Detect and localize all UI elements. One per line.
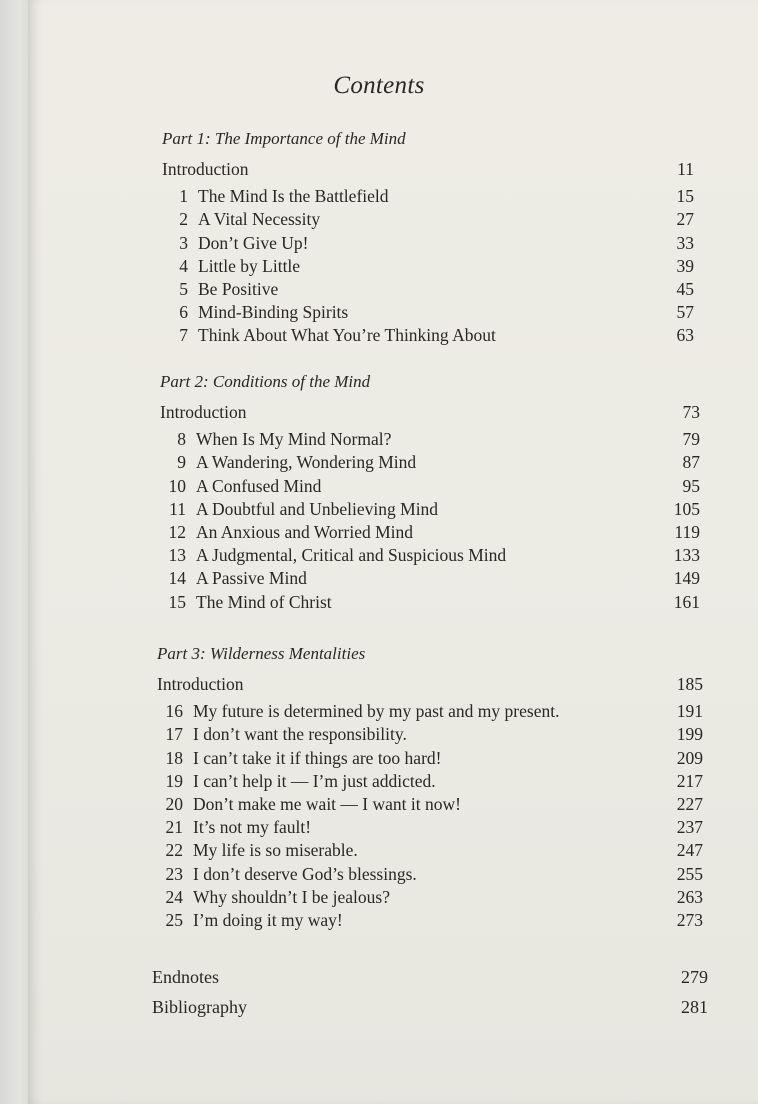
chapter-number: 22 [165,840,183,861]
chapter-title: Why shouldn’t I be jealous? [193,886,390,907]
chapter-number: 6 [179,302,188,323]
chapter-title: My life is so miserable. [193,840,358,861]
chapter-list [160,428,700,614]
chapter-title: Don’t make me wait — I want it now! [193,794,461,815]
page-number: 45 [676,279,694,300]
chapter-title: A Confused Mind [196,475,322,496]
chapter-number: 15 [168,591,186,612]
chapter-number: 4 [179,255,188,276]
chapter-title: Be Positive [198,279,279,300]
page-number: 11 [677,159,694,179]
chapter-title: I’m doing it my way! [193,910,343,931]
chapter-title: I can’t take it if things are too hard! [193,747,442,768]
chapter-row [162,301,694,324]
chapter-row [160,498,700,521]
chapter-number: 18 [165,747,183,768]
page-number: 95 [682,475,700,496]
part-heading: Part 1: The Importance of the Mind [162,129,406,148]
chapter-row [157,770,703,793]
chapter-row [162,185,694,208]
intro-label: Introduction [162,159,249,179]
chapter-number: 21 [165,817,183,838]
page-number: 279 [681,967,708,987]
page-number: 79 [682,429,700,450]
intro-row [162,158,694,181]
chapter-list [157,700,703,932]
part-1-section [162,129,694,348]
chapter-number: 2 [179,209,188,230]
chapter-title: The Mind of Christ [196,591,332,612]
endmatter-section [152,962,708,1022]
page-number: 209 [676,747,703,768]
intro-row [157,673,703,696]
endmatter-label: Bibliography [152,997,247,1017]
chapter-title: I can’t help it — I’m just addicted. [193,770,436,791]
chapter-number: 1 [179,186,188,207]
chapter-number: 13 [168,545,186,566]
chapter-title: My future is determined by my past and my present. [193,701,560,722]
intro-row [160,401,700,424]
chapter-number: 25 [165,910,183,931]
chapter-row [162,255,694,278]
page-number: 149 [673,568,700,589]
chapter-row [162,324,694,347]
chapter-title: A Judgmental, Critical and Suspicious Mind [196,545,507,566]
chapter-number: 14 [168,568,186,589]
chapter-title: It’s not my fault! [193,817,312,838]
chapter-row [160,475,700,498]
chapter-title: Think About What You’re Thinking About [198,325,496,346]
chapter-title: A Vital Necessity [198,209,321,230]
page-number: 247 [676,840,703,861]
chapter-row [157,793,703,816]
page-number: 133 [673,545,700,566]
chapter-title: I don’t want the responsibility. [193,724,407,745]
chapter-number: 23 [165,863,183,884]
chapter-number: 17 [165,724,183,745]
chapter-row [160,567,700,590]
page-number: 39 [676,255,694,276]
page-number: 57 [676,302,694,323]
part-2-section [160,372,700,614]
chapter-row [157,816,703,839]
chapter-row [160,591,700,614]
chapter-row [162,232,694,255]
page-number: 281 [681,997,708,1017]
page-number: 255 [676,863,703,884]
page-number: 237 [676,817,703,838]
chapter-row [162,208,694,231]
chapter-number: 3 [179,232,188,253]
page-number: 63 [676,325,694,346]
chapter-number: 9 [177,452,186,473]
chapter-number: 16 [165,701,183,722]
chapter-row [157,909,703,932]
page-title: Contents [333,72,425,99]
endnotes-row [152,962,708,992]
page-number: 227 [676,794,703,815]
chapter-row [162,278,694,301]
chapter-number: 10 [168,475,186,496]
page-number: 73 [682,402,700,422]
page-number: 185 [676,674,703,694]
page-number: 33 [676,232,694,253]
page-number: 273 [676,910,703,931]
chapter-row [157,700,703,723]
chapter-row [160,544,700,567]
chapter-row [157,747,703,770]
page-number: 191 [676,701,703,722]
part-heading: Part 3: Wilderness Mentalities [157,644,366,663]
chapter-number: 24 [165,886,183,907]
page-number: 27 [676,209,694,230]
page-number: 15 [676,186,694,207]
chapter-row [160,521,700,544]
chapter-number: 20 [165,794,183,815]
page-number: 105 [673,498,700,519]
page-number: 263 [676,886,703,907]
chapter-number: 11 [169,498,186,519]
chapter-row [157,863,703,886]
chapter-number: 19 [165,770,183,791]
chapter-row [160,451,700,474]
part-3-section [157,644,703,932]
chapter-title: The Mind Is the Battlefield [198,186,389,207]
chapter-number: 5 [179,279,188,300]
endmatter-label: Endnotes [152,967,219,987]
page-number: 87 [682,452,700,473]
chapter-title: Don’t Give Up! [198,232,309,253]
page-number: 199 [676,724,703,745]
intro-label: Introduction [157,674,244,694]
chapter-list [162,185,694,347]
chapter-number: 12 [168,522,186,543]
bibliography-row [152,992,708,1022]
chapter-title: Mind-Binding Spirits [198,302,349,323]
page-number: 217 [676,770,703,791]
chapter-title: When Is My Mind Normal? [196,429,392,450]
page-number: 119 [674,522,700,543]
part-heading: Part 2: Conditions of the Mind [160,372,371,391]
chapter-title: An Anxious and Worried Mind [196,522,414,543]
chapter-row [157,886,703,909]
chapter-number: 8 [177,429,186,450]
intro-label: Introduction [160,402,247,422]
chapter-title: I don’t deserve God’s blessings. [193,863,417,884]
chapter-title: Little by Little [198,255,301,276]
chapter-row [160,428,700,451]
book-gutter [0,0,28,1104]
chapter-title: A Passive Mind [196,568,307,589]
chapter-number: 7 [179,325,188,346]
chapter-row [157,839,703,862]
page-number: 161 [673,591,700,612]
chapter-row [157,723,703,746]
chapter-title: A Wandering, Wondering Mind [196,452,417,473]
chapter-title: A Doubtful and Unbelieving Mind [196,498,439,519]
